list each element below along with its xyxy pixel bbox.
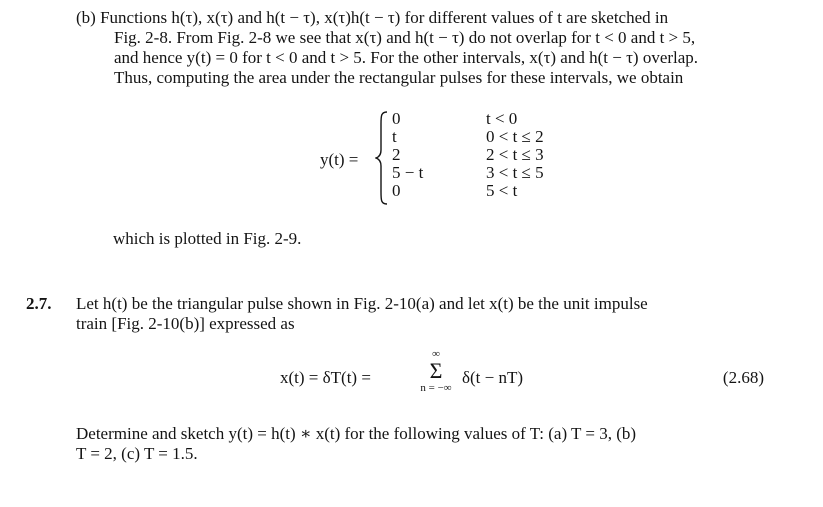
problem-line-1: Let h(t) be the triangular pulse shown in Fig. 2-10(a) and let x(t) be the unit impulse xyxy=(76,294,648,313)
piecewise-condition: 2 < t ≤ 3 xyxy=(486,145,544,164)
problem-number: 2.7. xyxy=(26,294,52,313)
summation xyxy=(416,348,456,394)
part-b-line-4: Thus, computing the area under the rectangular pulses for these intervals, we obtain xyxy=(114,68,684,87)
piecewise-condition: 5 < t xyxy=(486,181,518,200)
sigma-symbol: Σ xyxy=(429,358,443,383)
piecewise-equation xyxy=(320,110,620,210)
sum-lower-limit: n = −∞ xyxy=(420,382,452,394)
piecewise-value: t xyxy=(392,127,397,146)
determine-line-2: T = 2, (c) T = 1.5. xyxy=(76,444,198,463)
part-b-paragraph xyxy=(76,8,766,88)
piecewise-value: 0 xyxy=(392,109,401,128)
piecewise-condition: 0 < t ≤ 2 xyxy=(486,127,544,146)
piecewise-value: 5 − t xyxy=(392,163,424,182)
equation-lhs: x(t) = δT(t) = xyxy=(280,368,371,387)
piecewise-values xyxy=(392,110,423,200)
problem-statement xyxy=(76,294,766,334)
equation-term: δ(t − nT) xyxy=(462,368,524,387)
piecewise-lhs: y(t) = xyxy=(320,150,359,169)
equation-2-68 xyxy=(280,348,764,408)
piecewise-value: 0 xyxy=(392,181,401,200)
equation-number: (2.68) xyxy=(722,368,764,387)
part-b-line-1: (b) Functions h(τ), x(τ) and h(t − τ), x(τ)h(t − τ) for different values of t are sketched in xyxy=(76,8,669,27)
problem-line-2: train [Fig. 2-10(b)] expressed as xyxy=(76,314,295,333)
determine-line-1: Determine and sketch y(t) = h(t) ∗ x(t) for the following values of T: (a) T = 3, (b) xyxy=(76,424,637,443)
left-brace xyxy=(375,110,389,206)
piecewise-condition: t < 0 xyxy=(486,109,518,128)
part-b-line-3: and hence y(t) = 0 for t < 0 and t > 5. For the other intervals, x(τ) and h(t − τ) overlap. xyxy=(114,48,699,67)
piecewise-condition: 3 < t ≤ 5 xyxy=(486,163,544,182)
piecewise-conditions xyxy=(486,110,544,200)
piecewise-value: 2 xyxy=(392,145,401,164)
determine-paragraph xyxy=(76,424,766,464)
which-plotted-text: which is plotted in Fig. 2-9. xyxy=(113,229,302,248)
part-b-line-2: Fig. 2-8. From Fig. 2-8 we see that x(τ) and h(t − τ) do not overlap for t < 0 and t > 5, xyxy=(114,28,696,47)
sum-upper-limit: ∞ xyxy=(432,348,440,360)
